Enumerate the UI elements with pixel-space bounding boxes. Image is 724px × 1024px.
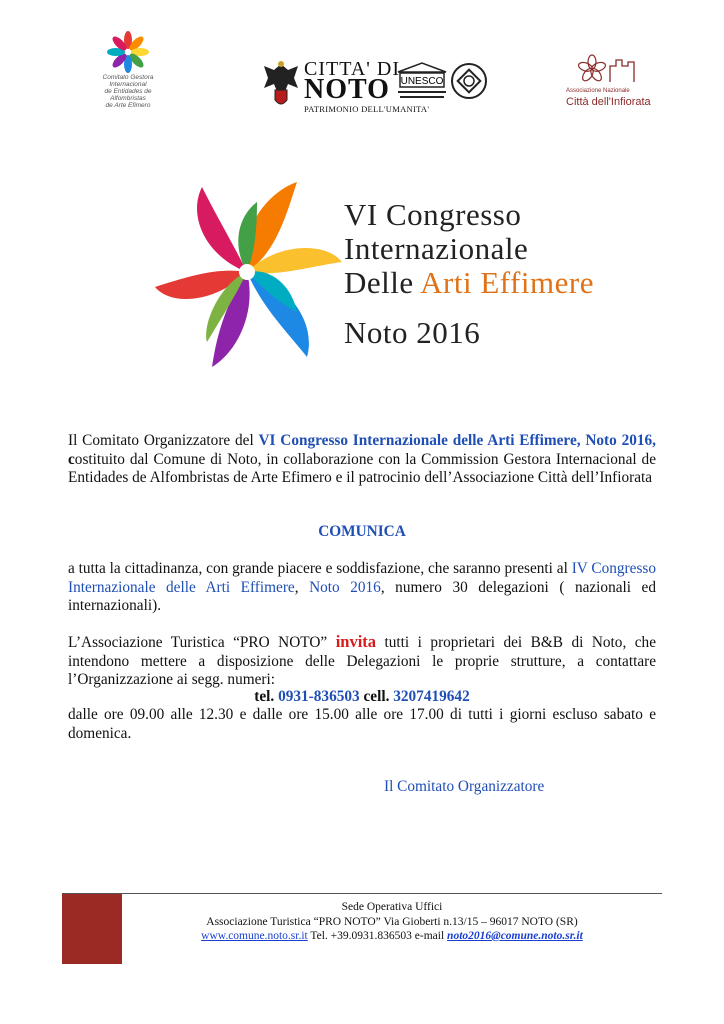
coat-of-arms-icon: [262, 60, 300, 110]
patrimonio-label: PATRIMONIO DELL'UMANITA': [304, 104, 430, 114]
unesco-temple-icon: [396, 62, 448, 100]
world-heritage-emblem-icon: [450, 62, 488, 100]
intro-paragraph: Il Comitato Organizzatore del VI Congresso Internazionale delle Arti Effimere, Noto 2016, costituito dal Comune di Noto, in collaborazione con la Commission Gestora Internacional de Entidades de Alfombristas de Arte Efimero e il patrocinio dell’Associazione Città dell’Infiorata: [68, 432, 656, 486]
footer-line3: www.comune.noto.sr.it Tel. +39.0931.836503 e-mail noto2016@comune.noto.sr.it: [201, 930, 583, 942]
citta-infiorata-logo: [566, 52, 650, 112]
hours-paragraph: dalle ore 09.00 alle 12.30 e dalle ore 15.00 alle ore 17.00 di tutti i giorni escluso sabato e domenica.: [68, 706, 656, 742]
left-logo-caption: Comitato Gestora Internacional de Entidades de Alfombristas de Arte Efimero: [102, 74, 154, 109]
cell-number: 3207419642: [393, 688, 470, 705]
banner-line3: Delle Arti Effimere: [344, 265, 594, 300]
comunica-heading: COMUNICA: [318, 523, 406, 540]
noto-label: NOTO: [304, 74, 390, 105]
footer-line1: Sede Operativa Uffici: [341, 901, 443, 913]
banner-line2: Internazionale: [344, 231, 529, 266]
banner-line1: VI Congresso: [344, 197, 522, 232]
tel-number: 0931-836503: [278, 688, 360, 705]
banner-line4: Noto 2016: [344, 315, 481, 350]
invitation-paragraph: L’Associazione Turistica “PRO NOTO” invita tutti i proprietari dei B&B di Noto, che intendono mettere a disposizione delle Delegazioni le proprie strutture, a contattare l’Organizzazione ai segg. numeri:: [68, 632, 656, 688]
footer-line2: Associazione Turistica “PRO NOTO” Via Gioberti n.13/15 – 96017 NOTO (SR): [206, 915, 578, 928]
right-logo-line1: Associazione Nazionale: [566, 88, 630, 94]
flower-logo-icon: [96, 30, 160, 74]
infiorata-flower-icon: [576, 52, 640, 86]
citta-di-noto-logo: [262, 58, 490, 116]
announcement-paragraph: a tutta la cittadinanza, con grande piacere e soddisfazione, che saranno presenti al IV Congresso Internazionale delle Arti Effimere, Noto 2016, numero 30 delegazioni ( nazionali ed internazionali).: [68, 560, 656, 614]
right-logo-line2: Città dell'Infiorata: [566, 96, 651, 108]
congress-flower-emblem: [152, 172, 342, 372]
footer-text: [122, 900, 662, 944]
signature: Il Comitato Organizzatore: [384, 778, 545, 795]
congress-committee-logo: [96, 30, 160, 120]
website-link[interactable]: www.comune.noto.sr.it: [201, 930, 308, 942]
footer-color-block: [62, 894, 122, 964]
footer-divider: [62, 893, 662, 894]
svg-text:UNESCO: UNESCO: [400, 76, 444, 87]
citta-di-label: CITTA' DI: [304, 58, 400, 80]
contact-numbers: tel. 0931-836503 cell. 3207419642: [254, 688, 470, 705]
email-link[interactable]: noto2016@comune.noto.sr.it: [447, 930, 583, 942]
banner-title: [344, 198, 644, 350]
